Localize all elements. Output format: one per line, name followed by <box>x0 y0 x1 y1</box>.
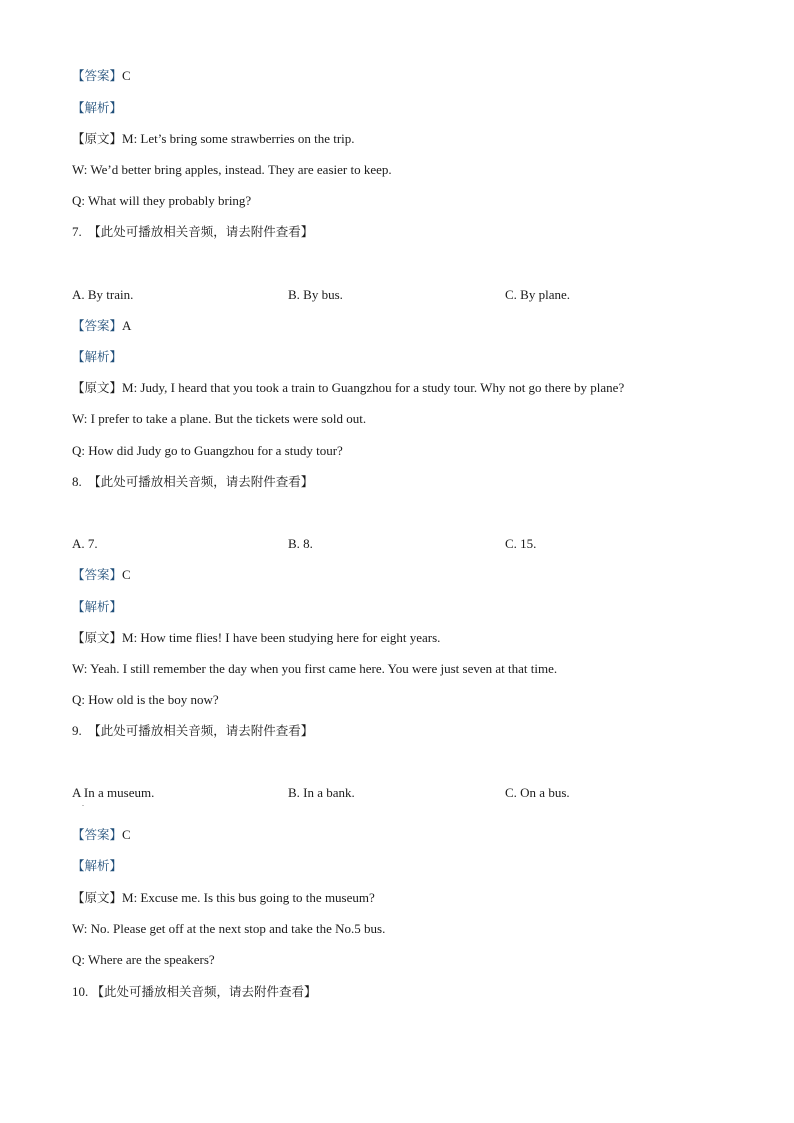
script-line: Q: How old is the boy now? <box>72 692 219 707</box>
analysis-label: 【解析】 <box>72 100 123 115</box>
question-9-header <box>72 722 313 740</box>
script-line: W: Yeah. I still remember the day when you first came here. You were just seven at that time. <box>72 661 558 676</box>
script-text: M: How time flies! I have been studying here for eight years. <box>122 630 441 645</box>
answer-line <box>72 317 131 335</box>
audio-prompt: 【此处可播放相关音频，请去附件查看】 <box>91 984 317 999</box>
script-label: 【原文】 <box>72 380 123 395</box>
script-label: 【原文】 <box>72 131 123 146</box>
question-number: 9. <box>72 723 82 738</box>
answer-value: C <box>122 68 131 83</box>
answer-label: 【答案】 <box>72 567 123 582</box>
script-label: 【原文】 <box>72 890 123 905</box>
audio-prompt: 【此处可播放相关音频，请去附件查看】 <box>88 474 314 489</box>
script-line: W: I prefer to take a plane. But the tickets were sold out. <box>72 411 367 426</box>
script-line <box>72 889 375 907</box>
question-number: 10. <box>72 984 89 999</box>
option-b: B. 8. <box>288 536 313 551</box>
script-text: M: Excuse me. Is this bus going to the museum? <box>122 890 375 905</box>
option-c: C. 15. <box>505 536 537 551</box>
option-c: C. On a bus. <box>505 785 570 800</box>
script-text: M: Judy, I heard that you took a train to Guangzhou for a study tour. Why not go there by plane? <box>122 380 625 395</box>
script-text: M: Let’s bring some strawberries on the trip. <box>122 131 355 146</box>
question-10-header <box>72 983 317 1001</box>
option-c: C. By plane. <box>505 287 570 302</box>
answer-label: 【答案】 <box>72 318 123 333</box>
answer-value: C <box>122 567 131 582</box>
analysis-line <box>72 598 122 616</box>
audio-prompt: 【此处可播放相关音频，请去附件查看】 <box>88 723 314 738</box>
option-mark: . <box>82 799 84 808</box>
script-line: Q: How did Judy go to Guangzhou for a study tour? <box>72 443 343 458</box>
answer-value: A <box>122 318 132 333</box>
analysis-label: 【解析】 <box>72 349 123 364</box>
option-b: B. By bus. <box>288 287 343 302</box>
script-line <box>72 130 355 148</box>
question-number: 8. <box>72 474 82 489</box>
answer-line <box>72 67 131 85</box>
answer-line <box>72 826 131 844</box>
option-b: B. In a bank. <box>288 785 355 800</box>
script-label: 【原文】 <box>72 630 123 645</box>
question-7-header <box>72 223 313 241</box>
script-line: Q: What will they probably bring? <box>72 193 252 208</box>
analysis-line <box>72 857 122 875</box>
question-number: 7. <box>72 224 82 239</box>
analysis-label: 【解析】 <box>72 858 123 873</box>
script-line: W: No. Please get off at the next stop and take the No.5 bus. <box>72 921 386 936</box>
analysis-label: 【解析】 <box>72 599 123 614</box>
question-8-header <box>72 473 313 491</box>
option-a: A In a museum. <box>72 785 155 800</box>
script-line <box>72 629 440 647</box>
analysis-line <box>72 99 122 117</box>
audio-prompt: 【此处可播放相关音频，请去附件查看】 <box>88 224 314 239</box>
answer-value: C <box>122 827 131 842</box>
answer-label: 【答案】 <box>72 68 123 83</box>
analysis-line <box>72 348 122 366</box>
script-line <box>72 379 624 397</box>
answer-line <box>72 566 131 584</box>
answer-label: 【答案】 <box>72 827 123 842</box>
script-line: Q: Where are the speakers? <box>72 952 215 967</box>
script-line: W: We’d better bring apples, instead. They are easier to keep. <box>72 162 392 177</box>
option-a: A. 7. <box>72 536 98 551</box>
option-a: A. By train. <box>72 287 134 302</box>
